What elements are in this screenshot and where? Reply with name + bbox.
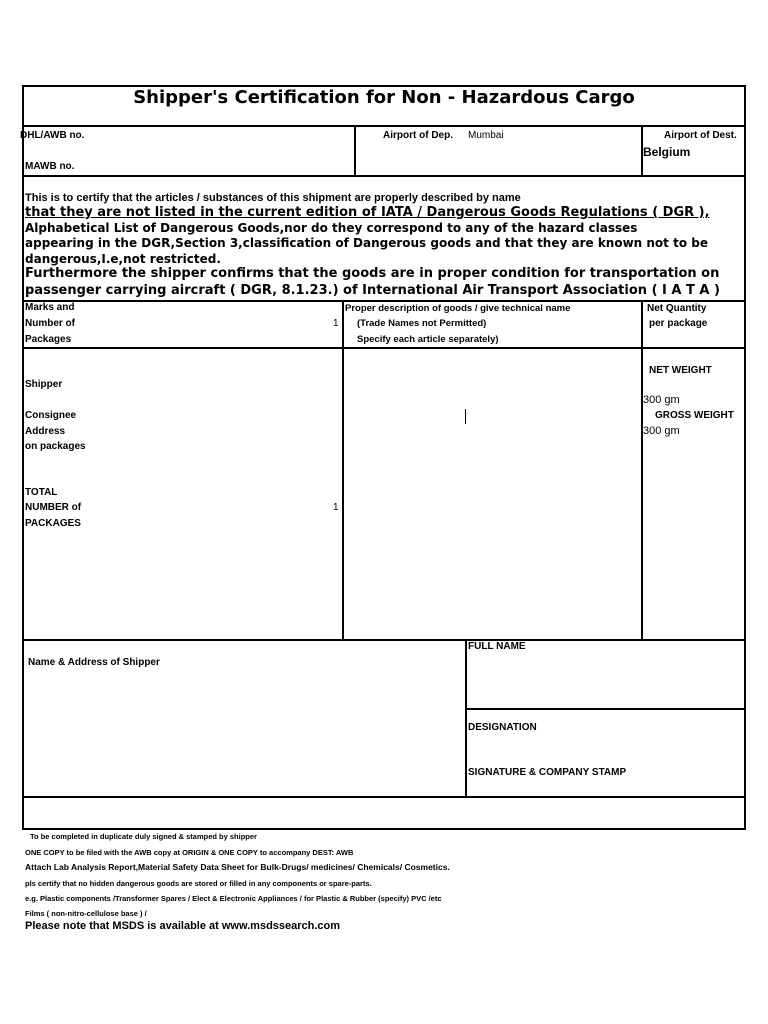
net-weight-label: NET WEIGHT xyxy=(649,365,712,376)
address-label: Address xyxy=(25,426,66,437)
designation-label: DESIGNATION xyxy=(468,722,537,733)
certification-line-1: This is to certify that the articles / substances of this shipment are properly described by name xyxy=(25,192,521,204)
signature-label: SIGNATURE & COMPANY STAMP xyxy=(468,767,627,778)
certification-line-7: passenger carrying aircraft ( DGR, 8.1.23.) of International Air Transport Association ( I A T A ) xyxy=(25,283,720,298)
text-cursor xyxy=(465,409,466,424)
description-header-line-1: Proper description of goods / give technical name xyxy=(345,303,571,314)
signature-col-divider xyxy=(465,639,467,797)
note-7: Please note that MSDS is available at www.msdssearch.com xyxy=(25,920,341,932)
net-quantity-header-line-2: per package xyxy=(649,318,708,329)
note-5: e.g. Plastic components /Transformer Spares / Elect & Electronic Appliances / for Plastic & Rubber (specify) PVC /etc xyxy=(25,894,442,903)
page-title: Shipper's Certification for Non - Hazardous Cargo xyxy=(133,87,635,108)
airport-dep-value[interactable]: Mumbai xyxy=(468,130,504,141)
certification-line-2: that they are not listed in the current edition of IATA / Dangerous Goods Regulations ( DGR ), xyxy=(25,205,710,220)
note-4: pls certify that no hidden dangerous goods are stored or filled in any components or spare-parts. xyxy=(25,879,372,888)
consignee-label: Consignee xyxy=(25,410,77,421)
description-header-line-3: Specify each article separately) xyxy=(357,334,499,345)
marks-header-line-1: Marks and xyxy=(25,302,75,313)
full-name-label: FULL NAME xyxy=(468,641,526,652)
airport-dest-value[interactable]: Belgium xyxy=(643,145,691,159)
body-col-divider-2 xyxy=(641,300,643,640)
total-label-line-1: TOTAL xyxy=(25,487,58,498)
name-address-label: Name & Address of Shipper xyxy=(28,657,160,668)
mawb-label[interactable]: MAWB no. xyxy=(25,161,75,172)
airport-dest-label: Airport of Dest. xyxy=(664,130,737,141)
body-col-divider-1 xyxy=(342,300,344,640)
body-divider xyxy=(22,639,746,641)
header-col-divider-1 xyxy=(354,125,356,176)
net-quantity-header-line-1: Net Quantity xyxy=(647,303,707,314)
on-packages-label: on packages xyxy=(25,441,86,452)
net-weight-value[interactable]: 300 gm xyxy=(643,394,680,406)
gross-weight-label: GROSS WEIGHT xyxy=(655,410,734,421)
description-header-line-2: (Trade Names not Permitted) xyxy=(357,318,487,329)
header-divider xyxy=(22,175,746,177)
dhl-awb-label[interactable]: DHL/AWB no. xyxy=(20,130,85,141)
total-count[interactable]: 1 xyxy=(333,502,339,513)
column-header-divider xyxy=(22,347,746,349)
note-6: Films ( non-nitro-cellulose base ) / xyxy=(25,909,147,918)
certification-line-3: Alphabetical List of Dangerous Goods,nor do they correspond to any of the hazard classes xyxy=(25,221,638,235)
note-1: To be completed in duplicate duly signed & stamped by shipper xyxy=(30,832,257,841)
marks-header-line-3: Packages xyxy=(25,334,72,345)
airport-dep-label: Airport of Dep. xyxy=(383,130,453,141)
certification-line-6: Furthermore the shipper confirms that the goods are in proper condition for transportation on xyxy=(25,266,720,281)
certification-line-5: dangerous,I.e,not restricted. xyxy=(25,252,221,266)
signature-divider xyxy=(22,796,746,798)
shipper-label: Shipper xyxy=(25,379,63,390)
note-2: ONE COPY to be filed with the AWB copy at ORIGIN & ONE COPY to accompany DEST: AWB xyxy=(25,848,354,857)
title-divider xyxy=(22,125,746,127)
total-label-line-3: PACKAGES xyxy=(25,518,81,529)
marks-header-line-2: Number of xyxy=(25,318,75,329)
marks-count[interactable]: 1 xyxy=(333,318,339,329)
certification-divider xyxy=(22,300,746,302)
gross-weight-value[interactable]: 300 gm xyxy=(643,425,680,437)
fullname-divider xyxy=(465,708,746,710)
certification-line-4: appearing in the DGR,Section 3,classification of Dangerous goods and that they are known not to be xyxy=(25,236,708,250)
total-label-line-2: NUMBER of xyxy=(25,502,82,513)
note-3: Attach Lab Analysis Report,Material Safety Data Sheet for Bulk-Drugs/ medicines/ Chemicals/ Cosmetics. xyxy=(25,862,450,872)
